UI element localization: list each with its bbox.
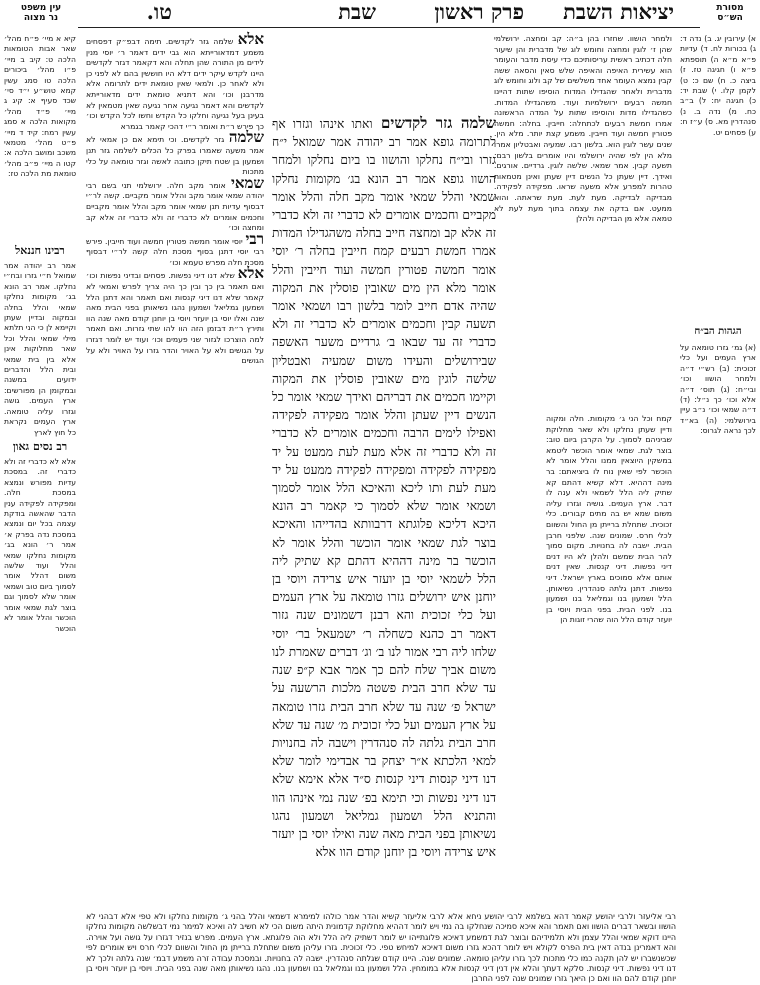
rav-nissim-title: רב נסים גאון — [12, 440, 68, 453]
masoret-label: מסורת — [716, 3, 744, 13]
bottom-commentary-text: רבי אליעזר ולרבי יהושע קאמר דהא בשלמא לרבי יהושע ניחא אלא לרבי אליעזר קשיא והדר אמר כולהו למימרא דשמאי והלל בהני ג׳ מקומות נחלקו ולא טפי אלא דבהני לא הושוו ובשאר דברים הושוו ואם תאמר והא איכא סמיכה שנחלקו בה נמי ויש לומר דההיא מחלוקת קדמונית היתה משום הכי לא חשיב לה ואיכא למימר נמי דבשלשה מקומות נחלקו היינו דוקא שמאי והלל עצמן ולא תלמידיהם ובוצר לגת דמשמע דאיכא פלוגתייהו יש לומר דשתיק ליה הלל ולא הוה פלוגתא. ארץ העמים. מפרש בנזיר דגזרו על גושה ועל אוירה. והא דאמרינן בנדה דאין בית הפרס לקולא ויש לומר דהכא גזרו משום דאיכא למיחש טפי. כלי זכוכית. גזרו עליהן משום שתחלת ברייתן מן החול והשוום לכלי חרס ויש אומרים לפי שכשנשברו יש להן תקנה כמו כלי מתכות לכך גזרו עליהן טומאה. שמונים שנה. היינו קודם שגלתה סנהדרין. ישבה לה בחנויות. ובמסכת עבודה זרה משמע דבמ׳ שנה גלתה ולכך לא דנו דיני נפשות. דיני קנסות. סלקא דעתך והלא אין דנין דיני קנסות אלא במומחין. הלל ושמעון בנו וגמליאל בנו ושמעון בנו. נהגו נשיאותן מאה שנה בפני הבית. ויוסי בן יועזר ויוסי בן יוחנן קודם להם הוו ואם כן היאך גזרו שמונים שנה לפני החרבן — [86, 912, 676, 984]
chapter-name: יציאות השבת — [563, 0, 674, 24]
rabbeinu-chananel-text: אמר רב יהודה אמר שמואל ח״י גזרו ובח״י נחלקו. אמר רב הונא בג׳ מקומות נחלקו שמאי והלל בחלה ובמקוה ובדיין שעתן וקיימא לן כי הני תלתא מילי שמאי והלל וכל שאר מחלוקות אינן אלא בין בית שמאי ובית הלל והדברים ידועים במשנה ובמקומן הן מפורשים: ארץ העמים. גושה וגזרו עליה טומאה. ארץ העמים נקראת כל חוץ לארץ — [4, 261, 76, 437]
tosafot-title-4: רבי — [245, 229, 265, 248]
ein-mishpat — [4, 34, 76, 214]
tosafot-title-2: שלמה — [228, 128, 264, 147]
rav-nissim-text: אלא לא כדברי זה ולא כדברי זה. במסכת עדיות מפורש ונמצא במסכת חלה. ומפקידה לפקידה ענין הדבר שהאשה בודקת עצמה בכל יום ונמצא במסכת נדה בפרק א׳ אמר ר׳ הונא בג׳ מקומות נחלקו שמאי והלל ועוד שלשה משום דהלל אומר לסמוך ביום טוב ושמאי אומר שלא לסמוך וגם בוצר לגת שמאי אומר הוכשר והלל אומר לא הוכשר — [4, 457, 76, 633]
rashi-text-2: קמח וכל הני ג׳ מקומות. חלה ומקוה ודיין שעתן נחלקו ולא שאר מחלוקת שביניהם לסמוך. על הקרבן ביום טוב: בוצר לגת. שמאי אומר הוכשר ליטמא במשקין היוצאין ממנו והלל אומר לא הוכשר לפי שאין נוח לו ביציאתם: בר מינה דההיא. דלא קשיא דהתם קא שתיק ליה הלל לשמאי ולא ענה לו דבר. ארץ העמים. גושיה וגזרו עליה משום שמא יש בה מתים קבורים. כלי זכוכית. שתחלת ברייתן מן החול והשוום לכלי חרס. שמונים שנה. שלפני חרבן הבית. ישבה לה בחנויות. מקום סמוך להר הבית שמשם ולהלן לא היו דנים דיני נפשות. דיני קנסות. שאין דנים אותם אלא סמוכים בארץ ישראל. דיני נפשות. דתנן גלתה סנהדרין. נשיאותן. הלל ושמעון בנו וגמליאל בנו ושמעון בנו. לפני הבית. בפני הבית ויוסי בן יועזר קודם הלל הוה שהרי זוגות הן — [546, 414, 672, 625]
tosafot-text-3: אומר מקב חלה. ירושלמי תני בשם רבי יהודה שמאי אומר מקב והלל אומר מקביים. קשה לר״י דבסוף עדיות תנן שמאי אומר מקב והלל אומר מקביים וחכמים אומרים לא כדברי זה ולא כדברי זה אלא קב ומחצה וכו׳ — [86, 180, 264, 233]
masoret-hashas — [680, 34, 756, 284]
rav-nissim-section — [4, 440, 76, 810]
tosafot-text-5: שלא דנו דיני נפשות. פסחים ובדיני נפשות וכו׳ ואם תאמר בין כך ובין כך היה צריך לפרש ואמאי לא קאמר שלא דנו דיני קנסות ואם תאמר והא דתנן הלל ושמעון גמליאל ושמעון נהגו נשיאותן בפני הבית מאה שנה ואלו יוסי בן יועזר ויוסי בן יוחנן קודם מאה שנה הוו ותירץ ר״ת דבזמן הזה הוו להו שתי גזרות. ואם תאמר למה הוצרכו לגזור שני פעמים וכו׳ ועוד יש לומר דגזרו על הגושים ולא על האויר והדר גזרו על האויר ולא על הגושים — [86, 271, 264, 366]
tosafot-text-4: יוסי אומר חמשה פטורין חמשה ועוד חייבין. פירש רבי יוסי דתנן בסוף מסכת חלה קשה לר״י דבסוף מסכת חלה מפרש טעמא וכו׳ — [86, 236, 264, 267]
tosafot-text-2: גזר לקדשים. וכי תימא אם כן אמאי לא אמר משעה שאמרו בפרק כל הכלים לשלמה גזר תנן ושמעון בן שטח תיקן כתובה לאשה וגזר טומאה על כלי מתכות — [86, 135, 264, 177]
ein-mishpat-text: קיא א מיי׳ פ״ח מהל׳ שאר אבות הטומאות הלכה ט: קיב ב מיי׳ פ״ו מהל׳ ביכורים הלכה טו סמג עשין קמא טוש״ע י״ד סי׳ שכד סעיף א: קיג ג מיי׳ פ״ד מהל׳ מקואות הלכה א סמג עשין רמח: קיד ד מיי׳ פ״ט מהל׳ מטמאי משכב ומושב הלכה א: קטו ה מיי׳ פ״ב מהל׳ טומאת מת הלכה טז: — [4, 34, 76, 179]
gemara-body: ואתו אינהו וגזרו אף לתרומה גופא אמר רב יהודה אמר שמואל י״ח גזרו ובי״ח נחלקו והושוו בו ביום נחלקו ולמחר הושוו גופא אמר רב הונא בג׳ מקומות נחלקו שמאי והלל שמאי אומר מקב חלה והלל אומר מקביים וחכמים אומרים לא כדברי זה ולא כדברי זה אלא קב ומחצה חייב בחלה משהגדילו המדות אמרו חמשת רבעים קמח חייבין בחלה ר׳ יוסי אומר חמשה פטורין חמשה ועוד חייבין והלל אומר מלא הין מים שאובין פוסלין את המקוה שהיה אדם חייב לומר בלשון רבו ושמאי אומר תשעה קבין וחכמים אומרים לא כדברי זה ולא כדברי זה עד שבאו ב׳ גרדיים משער האשפה שבירושלים והעידו משום שמעיה ואבטליון שלשה לוגין מים שאובין פוסלין את המקוה וקיימו חכמים את דבריהם ואידך שמאי אומר כל הנשים דיין שעתן והלל אומר מפקידה לפקידה ואפילו לימים הרבה וחכמים אומרים לא כדברי זה ולא כדברי זה אלא מעת לעת ממעט על יד מפקידה לפקידה ומפקידה לפקידה ממעט על יד מעת לעת ותו ליכא והאיכא הלל אומר לסמוך ושמאי אומר שלא לסמוך כי קאמר רב הונא היכא דליכא פלוגתא דרבוותא בהדייהו והאיכא בוצר לגת שמאי אומר הוכשר והלל אומר לא הוכשר בר מינה דההיא דהתם קא שתיק ליה הלל לשמאי יוסי בן יועזר איש צרידה ויוסי בן יוחנן איש ירושלים גזרו טומאה על ארץ העמים ועל כלי זכוכית והא רבנן דשמונים שנה גזור דאמר רב כהנא כשחלה ר׳ ישמעאל בר׳ יוסי שלחו ליה רבי אמור לנו ב׳ וג׳ דברים שאמרת לנו משום אביך שלח להם כך אמר אבא ק״פ שנה עד שלא חרב הבית פשטה מלכות הרשעה על ישראל פ׳ שנה עד שלא חרב הבית גזרו טומאה על ארץ העמים ועל כלי זכוכית מ׳ שנה עד שלא חרב הבית גלתה לה סנהדרין וישבה לה בחנויות למאי הלכתא א״ר יצחק בר אבדימי לומר שלא דנו דיני קנסות דיני קנסות ס״ד אלא אימא שלא דנו דיני נפשות וכי תימא בפ׳ שנה נמי אינהו הוו והתניא הלל ושמעון גמליאל ושמעון נהגו נשיאותן בפני הבית מאה שנה ואילו יוסי בן יועזר איש צרידה ויוסי בן יוחנן קודם הוו אלא — [272, 117, 496, 860]
daf-number: טו. — [146, 0, 172, 24]
hashas-label: הש״ס — [717, 13, 743, 23]
gemara-text — [272, 114, 496, 910]
ein-mishpat-label: עין משפט — [20, 3, 62, 13]
rabbeinu-chananel-title: רבינו חננאל — [15, 244, 65, 257]
tosafot-title-5: אלא — [237, 264, 264, 283]
header-rule — [78, 27, 700, 28]
tractate-name: שבת — [338, 0, 376, 24]
haggahot-text: (א) גמ׳ גזרו טומאה על ארץ העמים ועל כלי זכוכית: (ב) רש״י ד״ה ולמחר הושוו וכו׳ ובי״ח: (ג) תוס׳ ד״ה אלא וכו׳ כך נ״ל: (ד) ד״ה שמאי וכו׳ נ״ב עיין בירושלמי: (ה) בא״ד לכך נראה לגרוס: — [680, 343, 756, 436]
ner-mitzvah-label: נר מצוה — [23, 13, 59, 23]
tosafot-column — [86, 30, 265, 910]
rashi-column-2 — [546, 414, 672, 910]
tosafot-title-1: אלא — [237, 30, 264, 48]
right-margin-label — [706, 3, 754, 23]
masoret-text: א) עירובין יג. ב) נדה ד: ג) בכורות לח. ד) עדיות פ״א מ״א ה) תוספתא פ״א ו) חגיגה טז. ז) ביצה כ. ח) שם כ: ט) לקמן קלו. י) שבת יד: כ) חגיגה יח: ל) ב״ב כח. מ) נדה ב. נ) סנהדרין מא. ס) ע״ז ח: ע) פסחים יט. — [680, 34, 756, 137]
haggahot-title: הגהות הב״ח — [694, 326, 742, 337]
rabbeinu-chananel-section — [4, 244, 76, 437]
tosafot-text-1: שלמה גזר לקדשים. תימה דבפ״ק דפסחים משמע דמדאורייתא הוא גבי ידים דאמר ר׳ יוסי מנין לידים מן התורה שהן תחלה והא דקאמר דגזר לקדשים היינו לקדש עיקר ידים דלא היו חוששין בהם לא לפני כן ולא לאחר כן. ולמאי שאין טומאת ידים לתרומה אלא מדרבנן וכו׳ והא דתניא טומאת ידים מדאורייתא לקדשים והא דאמר נגיעה אחר נגיעה שאין מטמאין לא בעינן בעל נגיעה וחלקו כל הקדש וחשו לכל הקדש וכו׳ כך פירש ר״ת ואומר ר״י דהכי קאמר בגמרא — [86, 37, 264, 131]
bottom-commentary — [86, 912, 676, 984]
haggahot-section — [680, 325, 756, 525]
chapter-number: פרק ראשון — [434, 0, 524, 24]
tosafot-title-3: שמאי — [230, 173, 265, 192]
gemara-opening: שלמה גזר לקדשים — [372, 114, 497, 132]
rashi-text-1: ולמחר הושוו. שחזרו בהן ב״ה: קב ומחצה. ירושלמי שהן ז׳ לוגין ומחצה וחומש לוג של מדברית והן שיעור חלה דכתיב ראשית עריסותיכם כדי עיסת מדבר והעומר הוא עשירית האיפה והאיפה שלש סאין והסאה ששה קבין נמצא העומר אחד משלשים של קב ולוג וחומש לוג מדברית ולאחר שהגדילו המדות הוסיפו שתות דהיינו חמשה רבעים ירושלמיות ועוד. משהגדילו המדות. כשהגדילו מדות והוסיפו שתות על המדה הראשונה אמרו חמשת רבעים לכתחלה: חייבין. בחלה: חמשה פטורין חמשה ועוד חייבין. משמע קצת יותר. מלא הין. שנים עשר לוגין הוא. בלשון רבו. שמעיה ואבטליון אמרו מלא הין לפי שהיה ירושלמי והיו אומרים בלשון רבם: תשעה קבין. אמר שמאי. שלשה לוגין. גרדיים. אורגים. ואידך. דיין שעתן כל הנשים דיין שעתן ואינן מטמאות טהרות למפרע אלא משעה שראו. מפקידה לפקידה. מבדיקה לבדיקה. מעת לעת. מעת שראתה. והוא ממעט. אם בדקה את עצמה בתוך מעת לעת לא טמאה אלא מן הבדיקה ולהלן — [494, 34, 672, 224]
rashi-column-1 — [494, 34, 672, 414]
left-margin-label — [8, 3, 74, 23]
